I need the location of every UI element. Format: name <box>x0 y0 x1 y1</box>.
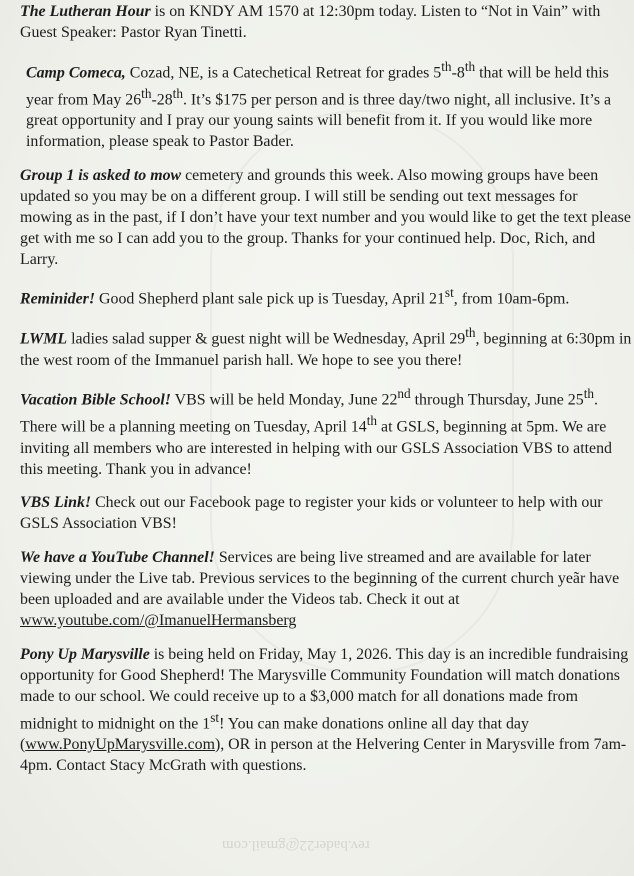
announcement-body: . It’s $175 per person and is three day/two night, all inclusive. It’s a great opportunity and I pray our young saints will benefit from it. If you would like more information, please speak to Pastor Bader. <box>26 91 612 151</box>
announcement-heading: The Lutheran Hour <box>20 3 151 20</box>
announcement-body: ladies salad supper & guest night will be Wednesday, April 29 <box>67 330 466 348</box>
announcement-camp-comeca <box>20 56 632 153</box>
ordinal-suffix: st <box>210 709 220 725</box>
announcement-body: through Thursday, June 25 <box>410 391 584 409</box>
ordinal-suffix: th <box>464 58 476 74</box>
announcement-body: Cozad, NE, is a Catechetical Retreat for grades 5 <box>125 63 442 81</box>
ordinal-suffix: st <box>444 285 454 301</box>
bleed-through-footer: rev.bader22@gmail.com <box>222 837 370 853</box>
youtube-link[interactable]: www.youtube.com/@ImanuelHermansberg <box>20 611 297 629</box>
announcement-body: that will be held this year from May 26 <box>26 63 609 109</box>
announcement-body: Check out our Facebook page to register your kids or volunteer to help with our GSLS Association VBS! <box>20 494 603 533</box>
announcement-body: , from 10am-6pm. <box>453 290 570 308</box>
announcement-heading: Pony Up Marysville <box>20 645 150 663</box>
ordinal-suffix: th <box>366 413 378 429</box>
announcement-body: cemetery and grounds this week. Also mowing groups have been updated so you may be on a different group. I will still be sending out text messages for mowing as in the past, if I don’t have your text number and you would like to get the text please get with me so I can add you to the group. Thanks for your continued help. Doc, Rich, and Larry. <box>20 166 631 268</box>
announcement-body: -28 <box>151 91 173 109</box>
ordinal-suffix: th <box>441 58 452 74</box>
ordinal-suffix: th <box>583 386 594 402</box>
announcement-heading: VBS Link! <box>20 494 92 512</box>
announcement-heading: Camp Comeca, <box>26 63 126 81</box>
announcement-body: . There will be a planning meeting on Tuesday, April 14 <box>20 391 598 436</box>
announcement-lwml <box>20 322 632 370</box>
announcement-body: , beginning at 6:30pm in the west room of the Immanuel parish hall. We hope to see you there! <box>20 330 632 369</box>
announcement-heading: We have a YouTube Channel! <box>20 548 215 566</box>
announcement-body: Good Shepherd plant sale pick up is Tuesday, April 21 <box>95 290 445 308</box>
announcement-heading: Vacation Bible School! <box>20 391 171 409</box>
announcement-vbs <box>20 383 632 480</box>
announcements <box>20 0 632 788</box>
announcement-body: is on KNDY AM 1570 at 12:30pm today. Listen to “Not in Vain” with Guest Speaker: Pastor Ryan Tinetti. <box>20 3 601 41</box>
announcement-body: ! You can make donations online all day that day ( <box>20 714 529 753</box>
announcement-lutheran-hour <box>20 1 632 43</box>
ordinal-suffix: nd <box>397 386 411 402</box>
announcement-heading: Group 1 is asked to mow <box>20 166 182 184</box>
announcement-body: is being held on Friday, May 1, 2026. This day is an incredible fundraising opportunity for Good Shepherd! The Marysville Community Foundation will match donations made to our school. We could receive up to a $3,000 match for all donations made from midnight to midnight on the 1 <box>20 645 629 732</box>
announcement-body: -8 <box>451 63 465 81</box>
announcement-heading: LWML <box>20 330 68 348</box>
pony-up-link[interactable]: www.PonyUpMarysville.com <box>25 735 215 753</box>
announcement-plant-sale <box>20 282 632 309</box>
announcement-pony-up <box>20 644 632 776</box>
announcement-body: ), OR in person at the Helvering Center in Marysville from 7am-4pm. Contact Stacy McGrath with questions. <box>20 735 627 774</box>
ordinal-suffix: th <box>465 325 476 341</box>
announcement-body: VBS will be held Monday, June 22 <box>170 391 398 409</box>
announcement-body: Services are being live streamed and are available for later viewing under the Live tab. Previous services to the beginning of the current church yeãr have been uploaded and are available under the Videos tab. Check it out at <box>20 548 620 608</box>
announcement-heading: Reminider! <box>20 290 96 308</box>
ordinal-suffix: th <box>172 85 183 101</box>
announcement-body: at GSLS, beginning at 5pm. We are inviting all members who are interested in helping with our GSLS Association VBS to attend this meeting. Thank you in advance! <box>20 418 613 478</box>
announcement-mowing <box>20 165 632 270</box>
announcement-vbs-link <box>20 492 632 534</box>
announcement-youtube <box>20 547 632 631</box>
ordinal-suffix: th <box>141 85 152 101</box>
